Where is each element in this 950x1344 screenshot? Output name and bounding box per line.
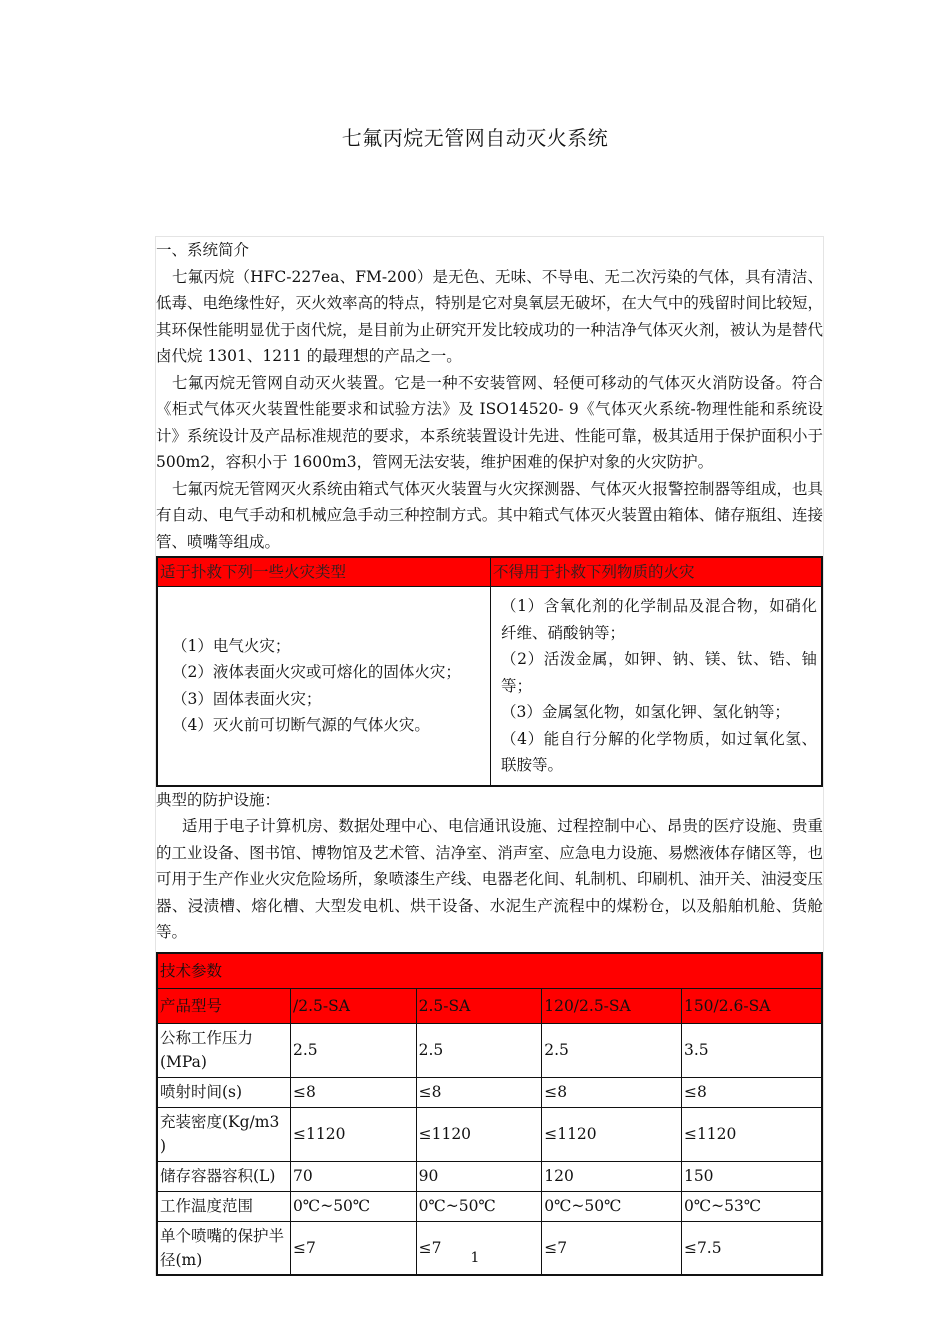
spec-model: 2.5-SA	[416, 988, 542, 1023]
suitable-fire-list-cell	[157, 587, 491, 786]
spec-cell: 0℃~50℃	[542, 1191, 682, 1221]
table-row	[157, 1107, 822, 1161]
spec-cell: ≤1120	[416, 1107, 542, 1161]
spec-cell: 3.5	[681, 1023, 822, 1077]
fire-type-table	[156, 556, 823, 787]
page-title: 七氟丙烷无管网自动灭火系统	[341, 126, 609, 150]
list-item: （2）液体表面火灾或可熔化的固体火灾；	[172, 663, 461, 682]
protection-paragraph: 适用于电子计算机房、数据处理中心、电信通讯设施、过程控制中心、昂贵的医疗设施、贵重的工业设备、图书馆、博物馆及艺术管、洁净室、消声室、应急电力设施、易燃液体存储区等，也可用于生产作业火灾危险场所，象喷漆生产线、电器老化间、轧制机、印刷机、油开关、油浸变压器、浸渍槽、熔化槽、大型发电机、烘干设备、水泥生产流程中的煤粉仓，以及船舶机舱、货舱等。	[156, 817, 823, 941]
spec-model: /2.5-SA	[291, 988, 417, 1023]
spec-cell: 2.5	[542, 1023, 682, 1077]
spec-cell: 0℃~53℃	[681, 1191, 822, 1221]
section-heading-intro: 一、系统简介	[156, 241, 250, 259]
table-row	[157, 1077, 822, 1107]
intro-paragraph: 七氟丙烷（HFC-227ea、FM-200）是无色、无味、不导电、无二次污染的气体，具有清洁、低毒、电绝缘性好，灭火效率高的特点，特别是它对臭氧层无破坏，在大气中的残留时间比较短，其环保性能明显优于卤代烷，是目前为止研究开发比较成功的一种洁净气体灭火剂，被认为是替代卤代烷 1301、1211 的最理想的产品之一。	[156, 267, 823, 365]
spec-cell: 70	[291, 1161, 417, 1191]
list-item: （1）电气火灾；	[172, 636, 291, 655]
spec-cell: 120	[542, 1161, 682, 1191]
table-row	[157, 1161, 822, 1191]
table-row	[157, 1023, 822, 1077]
spec-cell: ≤1120	[681, 1107, 822, 1161]
list-item: （1）含氧化剂的化学制品及混合物，如硝化纤维、硝酸钠等；	[501, 597, 817, 642]
spec-cell: ≤8	[542, 1077, 682, 1107]
spec-cell: ≤1120	[542, 1107, 682, 1161]
fire-table-header-suitable: 适于扑救下列一些火灾类型	[157, 557, 491, 587]
list-item: （3）固体表面火灾；	[172, 689, 322, 708]
spec-row-label: 充装密度(Kg/m3 )	[157, 1107, 291, 1161]
unsuitable-fire-list	[501, 593, 817, 779]
spec-cell: ≤8	[681, 1077, 822, 1107]
spec-cell: ≤1120	[291, 1107, 417, 1161]
spec-cell: ≤7	[416, 1221, 542, 1275]
intro-paragraph: 七氟丙烷无管网灭火系统由箱式气体灭火装置与火灾探测器、气体灭火报警控制器等组成，也具有自动、电气手动和机械应急手动三种控制方式。其中箱式气体灭火装置由箱体、储存瓶组、连接管、喷嘴等组成。	[156, 479, 824, 551]
spec-table-title: 技术参数	[157, 953, 822, 989]
spec-row-label: 喷射时间(s)	[157, 1077, 291, 1107]
spec-row-label: 公称工作压力(MPa)	[157, 1023, 291, 1077]
spec-cell: ≤7	[542, 1221, 682, 1275]
table-row	[157, 1191, 822, 1221]
spec-model: 150/2.6-SA	[681, 988, 822, 1023]
spec-table	[156, 952, 823, 1277]
suitable-fire-list	[172, 633, 482, 739]
spec-cell: ≤8	[416, 1077, 542, 1107]
list-item: （3）金属氢化物，如氢化钾、氢化钠等；	[501, 703, 790, 721]
spec-row-label: 单个喷嘴的保护半径(m)	[157, 1221, 291, 1275]
spec-row-label: 储存容器容积(L)	[157, 1161, 291, 1191]
protection-heading: 典型的防护设施：	[156, 790, 281, 809]
spec-model-label: 产品型号	[157, 988, 291, 1023]
spec-cell: ≤8	[291, 1077, 417, 1107]
spec-cell: 0℃~50℃	[416, 1191, 542, 1221]
document-body	[155, 236, 824, 1276]
unsuitable-fire-list-cell	[491, 587, 823, 786]
spec-cell: 150	[681, 1161, 822, 1191]
page-number: 1	[470, 1250, 480, 1266]
spec-cell: ≤7	[291, 1221, 417, 1275]
list-item: （2）活泼金属，如钾、钠、镁、钛、锆、铀等；	[501, 650, 817, 695]
spec-cell: 90	[416, 1161, 542, 1191]
fire-table-header-unsuitable: 不得用于扑救下列物质的火灾	[491, 557, 823, 587]
spec-model: 120/2.5-SA	[542, 988, 682, 1023]
spec-cell: 2.5	[291, 1023, 417, 1077]
table-row	[157, 1221, 822, 1275]
list-item: （4）灭火前可切断气源的气体火灾。	[172, 716, 430, 735]
spec-cell: 2.5	[416, 1023, 542, 1077]
list-item: （4）能自行分解的化学物质，如过氧化氢、联胺等。	[501, 729, 817, 774]
spec-cell: ≤7.5	[681, 1221, 822, 1275]
spec-row-label: 工作温度范围	[157, 1191, 291, 1221]
intro-paragraph: 七氟丙烷无管网自动灭火装置。它是一种不安装管网、轻便可移动的气体灭火消防设备。符合《柜式气体灭火装置性能要求和试验方法》及 ISO14520- 9《气体灭火系统-物理性能和系统设计》系统设计及产品标准规范的要求，本系统装置设计先进、性能可靠，极其适用于保护面积小于 500m2，容积小于 1600m3，管网无法安装，维护困难的保护对象的火灾防护。	[156, 373, 823, 471]
spec-cell: 0℃~50℃	[291, 1191, 417, 1221]
